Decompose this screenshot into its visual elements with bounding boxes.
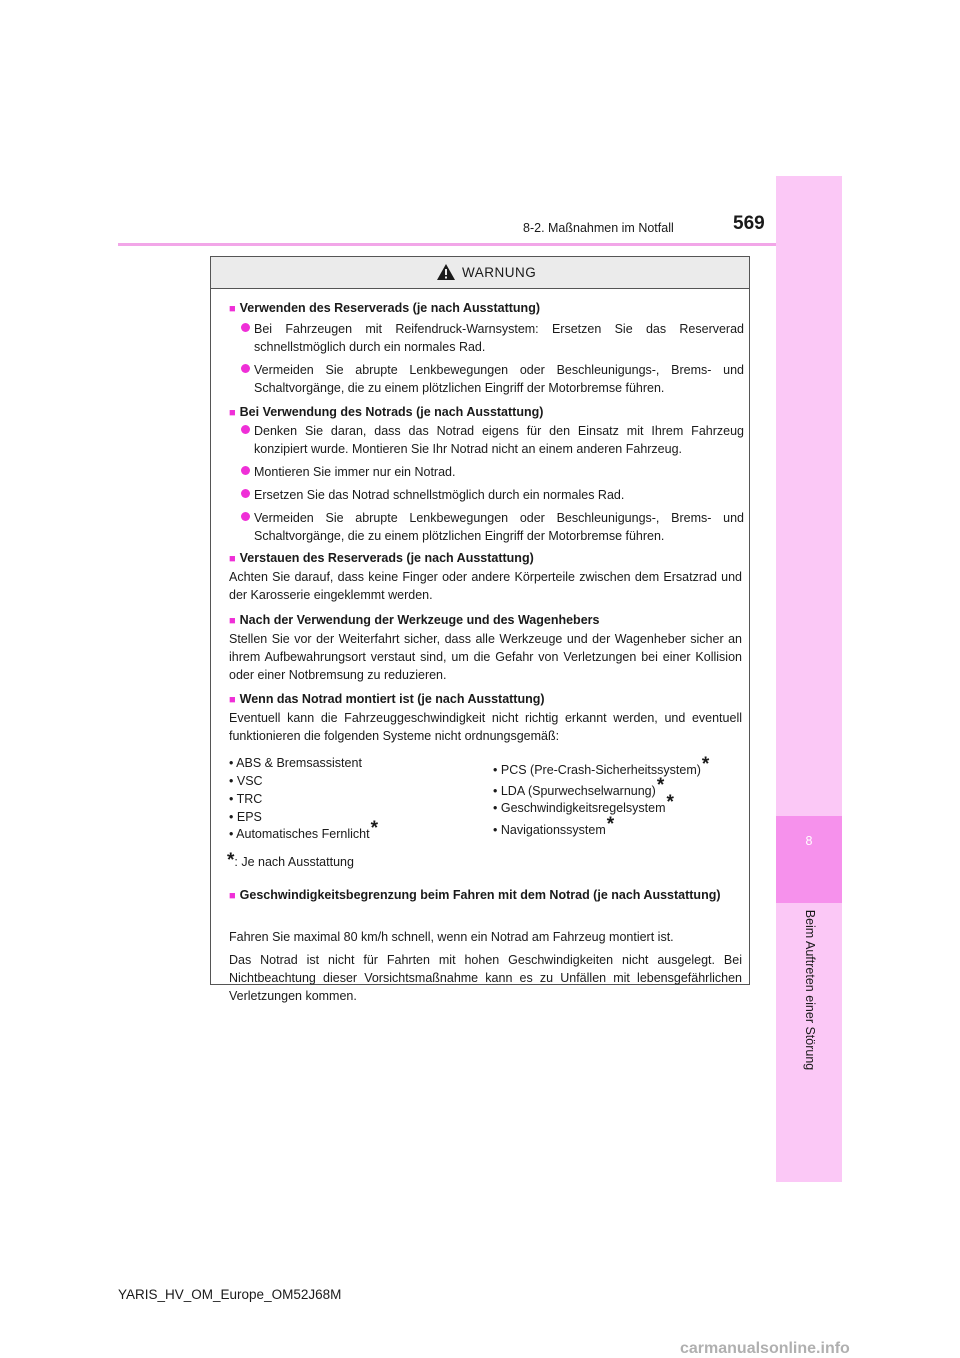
- bullet-item: [242, 463, 744, 481]
- warning-box: [210, 256, 750, 1003]
- round-bullet-icon: [241, 489, 250, 498]
- warning-header: [211, 257, 749, 289]
- section-heading: [229, 611, 599, 630]
- bullet-item: [242, 422, 744, 458]
- round-bullet-icon: [241, 512, 250, 521]
- asterisk-mark: *: [227, 850, 235, 871]
- document-id: YARIS_HV_OM_Europe_OM52J68M: [118, 1287, 342, 1302]
- bullet-item: [242, 486, 744, 504]
- system-item: • Navigationssystem*: [493, 814, 615, 837]
- site-watermark: carmanualsonline.info: [680, 1340, 850, 1357]
- system-name: EPS: [236, 810, 262, 824]
- bullet-text: Denken Sie daran, dass das Notrad eigens für den Einsatz mit Ihrem Fahrzeug konzipiert wurde. Montieren Sie Ihr Notrad nicht an einem anderen Fahrzeug.: [254, 424, 744, 456]
- section-text: Das Notrad ist nicht für Fahrten mit hohen Geschwindigkeiten nicht ausgelegt. Bei Nichtbeachtung dieser Vorsichtsmaßnahme kann es zu Unfällen mit lebensgefährlichen Verletzungen kommen.: [229, 953, 742, 1003]
- section-heading-text: Bei Verwendung des Notrads (je nach Ausstattung): [239, 405, 544, 419]
- square-bullet-icon: ■: [229, 407, 236, 419]
- section-heading-text: Verstauen des Reserverads (je nach Ausstattung): [239, 551, 534, 565]
- section-text: Eventuell kann die Fahrzeuggeschwindigkeit nicht richtig erkannt werden, und eventuell funktionieren die folgenden Systeme nicht ordnungsgemäß:: [229, 711, 742, 743]
- asterisk-mark: *: [656, 775, 665, 796]
- bullet-item: [242, 320, 744, 356]
- section-heading: [229, 886, 742, 905]
- side-tab-chapter-marker: [776, 816, 842, 903]
- section-text: Fahren Sie maximal 80 km/h schnell, wenn ein Notrad am Fahrzeug montiert ist.: [229, 930, 674, 944]
- system-name: VSC: [236, 774, 263, 788]
- section-text: Achten Sie darauf, dass keine Finger oder andere Körperteile zwischen dem Ersatzrad und der Karosserie eingeklemmt werden.: [229, 570, 742, 602]
- footnote: [227, 852, 354, 871]
- system-name: ABS & Bremsassistent: [236, 756, 362, 770]
- section-title: 8-2. Maßnahmen im Notfall: [523, 221, 674, 235]
- system-item: • Automatisches Fernlicht*: [229, 818, 378, 841]
- round-bullet-icon: [241, 466, 250, 475]
- square-bullet-icon: ■: [229, 890, 236, 902]
- bullet-text: Ersetzen Sie das Notrad schnellstmöglich durch ein normales Rad.: [254, 488, 625, 502]
- bullet-item: [242, 509, 744, 545]
- bullet-text: Montieren Sie immer nur ein Notrad.: [254, 465, 456, 479]
- system-item: • EPS: [229, 810, 262, 824]
- round-bullet-icon: [241, 364, 250, 373]
- system-name: Automatisches Fernlicht: [236, 827, 370, 841]
- bullet-text: Vermeiden Sie abrupte Lenkbewegungen oder Beschleunigungs-, Brems- und Schaltvorgänge, die zu einem plötzlichen Eingriff der Motorbremse führen.: [254, 363, 744, 395]
- system-name: TRC: [236, 792, 263, 806]
- square-bullet-icon: ■: [229, 615, 236, 627]
- section-heading-text: Verwenden des Reserverads (je nach Ausstattung): [239, 301, 540, 315]
- system-item: • Geschwindigkeitsregelsystem*: [493, 792, 674, 815]
- section-heading-text: Wenn das Notrad montiert ist (je nach Ausstattung): [239, 692, 545, 706]
- chapter-title-text: Beim Auftreten einer Störung: [803, 909, 817, 1071]
- warning-title: WARNUNG: [462, 265, 537, 280]
- header-rule: [118, 243, 776, 246]
- system-name: Geschwindigkeitsregelsystem: [500, 801, 666, 815]
- system-item: • TRC: [229, 792, 263, 806]
- system-item: • PCS (Pre-Crash-Sicherheitssystem)*: [493, 754, 710, 777]
- section-heading-text: Geschwindigkeitsbegrenzung beim Fahren mit dem Notrad (je nach Ausstattung): [239, 888, 721, 902]
- section-heading: [229, 549, 534, 568]
- asterisk-mark: *: [606, 814, 615, 835]
- footnote-text: : Je nach Ausstattung: [234, 855, 354, 869]
- section-heading: [229, 690, 545, 709]
- square-bullet-icon: ■: [229, 303, 236, 315]
- system-name: LDA (Spurwechselwarnung): [500, 784, 656, 798]
- system-item: • VSC: [229, 774, 263, 788]
- section-text: Stellen Sie vor der Weiterfahrt sicher, dass alle Werkzeuge und der Wagenheber sicher an ihrem Aufbewahrungsort verstaut sind, um die Gefahr von Verletzungen bei einer Kollision oder einer Notbremsung zu reduzieren.: [229, 632, 742, 682]
- bullet-item: [242, 361, 744, 397]
- square-bullet-icon: ■: [229, 553, 236, 565]
- warning-triangle-icon: [436, 263, 456, 281]
- section-heading-text: Nach der Verwendung der Werkzeuge und des Wagenhebers: [239, 613, 600, 627]
- chapter-title: [802, 909, 818, 1071]
- system-name: PCS (Pre-Crash-Sicherheitssystem): [500, 763, 701, 777]
- round-bullet-icon: [241, 323, 250, 332]
- section-heading: [229, 299, 540, 318]
- asterisk-mark: *: [701, 754, 710, 775]
- chapter-number: 8: [805, 834, 813, 848]
- system-item: • LDA (Spurwechselwarnung)*: [493, 775, 665, 798]
- bullet-text: Bei Fahrzeugen mit Reifendruck-Warnsystem: Ersetzen Sie das Reserverad schnellstmöglich durch ein normales Rad.: [254, 322, 744, 354]
- page-number: 569: [733, 213, 765, 234]
- asterisk-mark: *: [666, 792, 674, 813]
- system-name: Navigationssystem: [500, 823, 606, 837]
- bullet-text: Vermeiden Sie abrupte Lenkbewegungen oder Beschleunigungs-, Brems- und Schaltvorgänge, die zu einem plötzlichen Eingriff der Motorbremse führen.: [254, 511, 744, 543]
- section-heading: [229, 403, 543, 422]
- square-bullet-icon: ■: [229, 694, 236, 706]
- asterisk-mark: *: [370, 818, 378, 839]
- round-bullet-icon: [241, 425, 250, 434]
- system-item: • ABS & Bremsassistent: [229, 756, 362, 770]
